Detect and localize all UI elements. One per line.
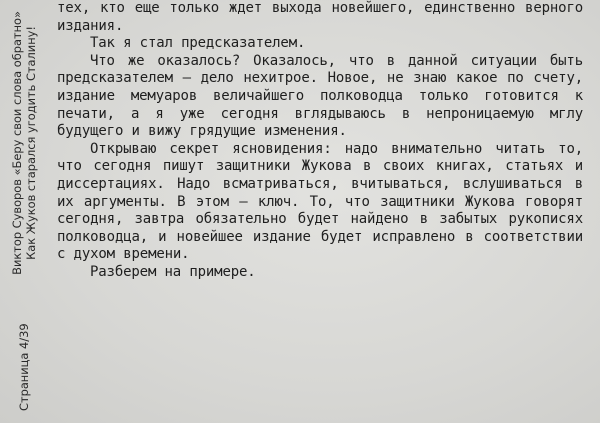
sidebar: [0, 0, 48, 423]
sidebar-rotated: [10, 11, 38, 411]
paragraph: Что же оказалось? Оказалось, что в данной ситуации быть предсказателем – дело нехитрое. Новое, не знаю какое по счету, издание мемуаров величайшего полководца только готовится к печати, а я уже сегодня вглядываюсь в непроницаемую мглу будущего и вижу грядущие изменения.: [57, 52, 583, 140]
page-counter: Страница 4/39: [17, 323, 31, 411]
book-info: [10, 11, 38, 275]
paragraph: тех, кто еще только ждет выхода новейшего, единственно верного издания.: [57, 0, 583, 34]
sidebar-row: [10, 11, 38, 411]
book-author-title: Виктор Суворов «Беру свои слова обратно»: [10, 11, 24, 275]
body-text: [57, 0, 583, 282]
paragraph: Разберем на примере.: [90, 263, 256, 280]
paragraph: Открываю секрет ясновидения: надо внимательно читать то, что сегодня пишут защитники Жукова в своих книгах, статьях и диссертациях. Надо всматриваться, вчитываться, вслушиваться в их аргументы. В этом – ключ. То, что защитники Жукова говорят сегодня, завтра обязательно будет найдено в забытых рукописях полководца, и новейшее издание будет исправлено в соответствии с духом времени.: [57, 140, 583, 263]
paragraph: Так я стал предсказателем.: [90, 35, 306, 52]
chapter-title: Как Жуков старался угодить Сталину!: [24, 26, 38, 260]
